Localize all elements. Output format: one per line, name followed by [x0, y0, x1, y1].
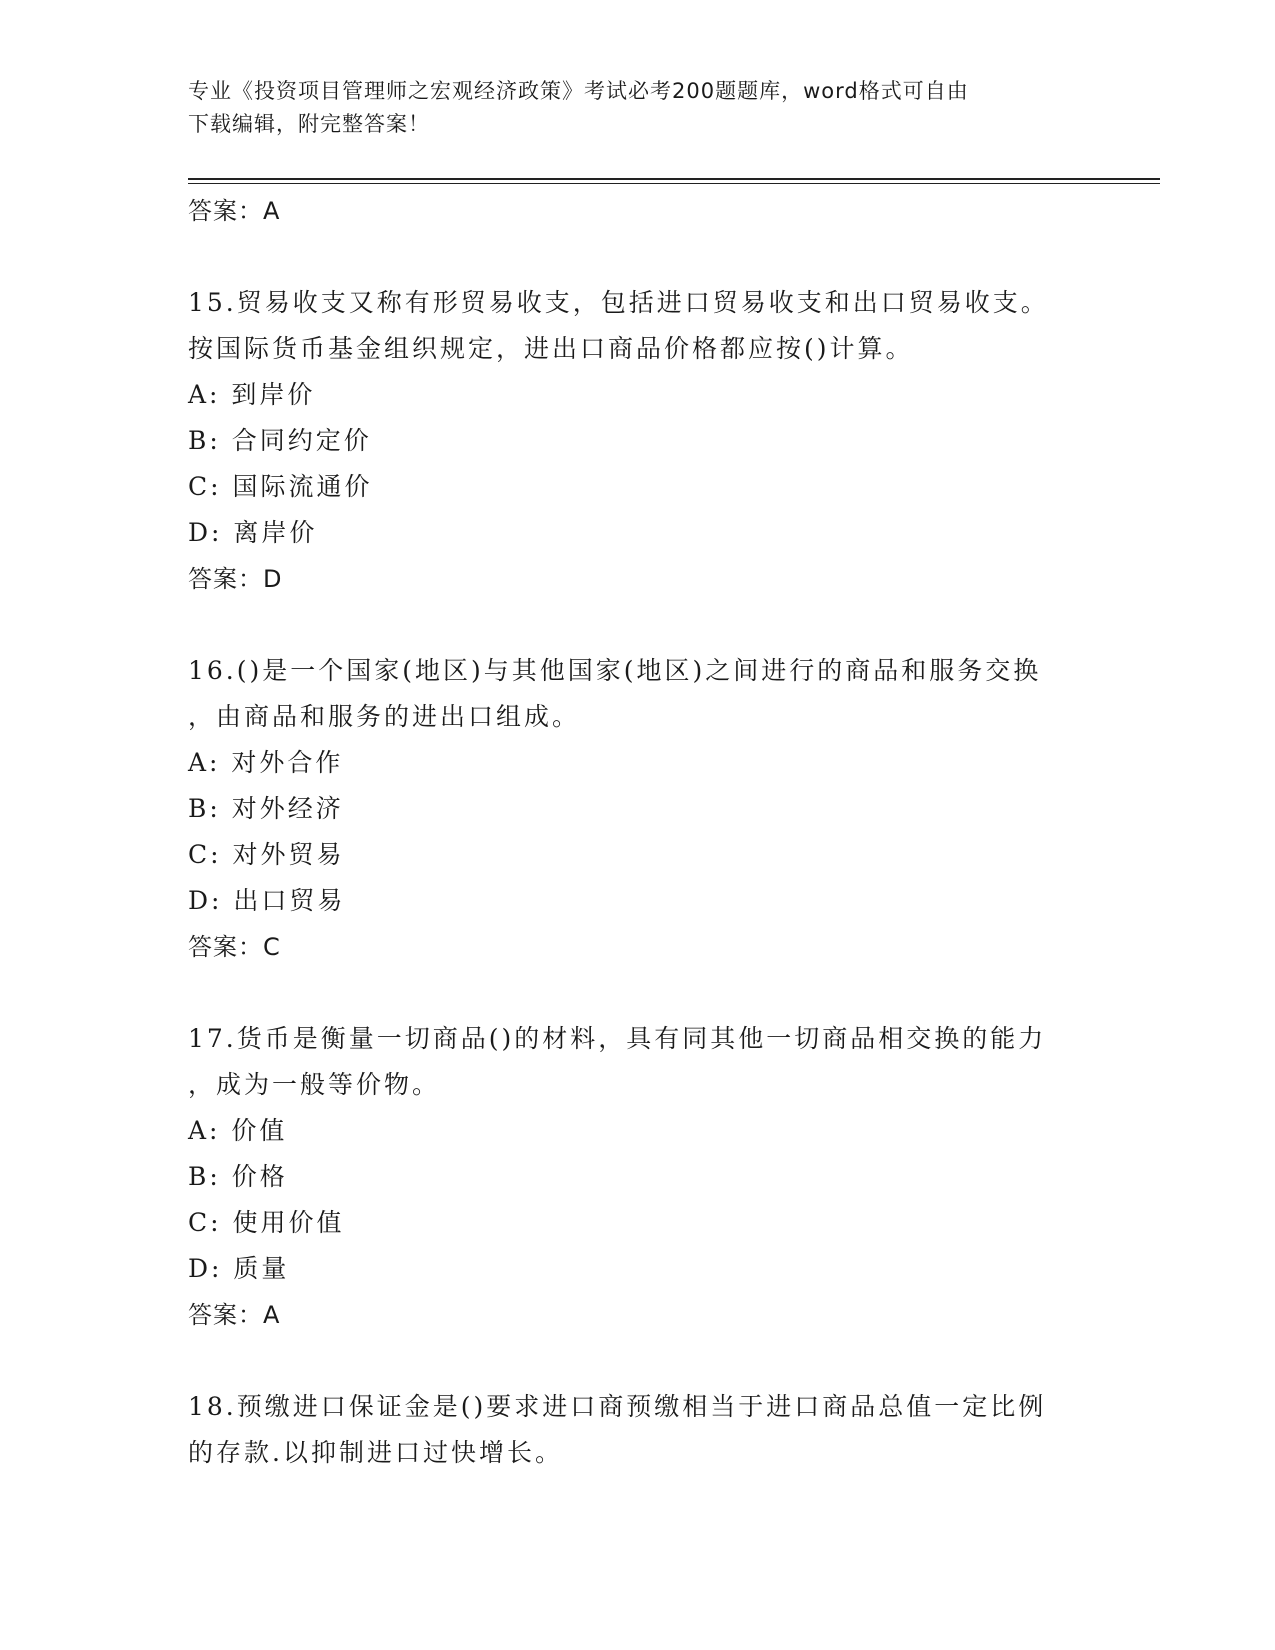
answer-15: 答案：D: [188, 565, 283, 593]
question-16-option-d: D: 出口贸易: [188, 886, 346, 915]
header-line-2: 下载编辑，附完整答案！: [188, 112, 430, 136]
question-18: [188, 1384, 1088, 1476]
question-16-line-1: 16.()是一个国家(地区)与其他国家(地区)之间进行的商品和服务交换: [188, 656, 1042, 685]
answer-14: 答案：A: [188, 197, 281, 225]
question-16-line-2: ，由商品和服务的进出口组成。: [188, 702, 581, 731]
question-15-option-d: D: 离岸价: [188, 518, 318, 547]
question-15-line-2: 按国际货币基金组织规定，进出口商品价格都应按()计算。: [188, 334, 914, 363]
answer-16: 答案：C: [188, 933, 281, 961]
question-15: [188, 280, 1088, 602]
header-divider-thin: [188, 183, 1160, 184]
question-15-option-c: C: 国际流通价: [188, 472, 373, 501]
question-17: [188, 1016, 1088, 1338]
answer-17: 答案：A: [188, 1301, 281, 1329]
question-16-option-b: B: 对外经济: [188, 794, 344, 823]
question-17-line-1: 17.货币是衡量一切商品()的材料，具有同其他一切商品相交换的能力: [188, 1024, 1047, 1053]
question-16-option-c: C: 对外贸易: [188, 840, 345, 869]
document-header: [188, 75, 1068, 141]
question-15-option-a: A: 到岸价: [188, 380, 316, 409]
question-16: [188, 648, 1088, 970]
question-18-line-2: 的存款.以抑制进口过快增长。: [188, 1438, 563, 1467]
question-list: [188, 188, 1088, 1476]
question-17-option-d: D: 质量: [188, 1254, 290, 1283]
question-15-line-1: 15.贸易收支又称有形贸易收支，包括进口贸易收支和出口贸易收支。: [188, 288, 1049, 317]
question-17-option-b: B: 价格: [188, 1162, 288, 1191]
question-18-line-1: 18.预缴进口保证金是()要求进口商预缴相当于进口商品总值一定比例: [188, 1392, 1047, 1421]
question-17-option-c: C: 使用价值: [188, 1208, 345, 1237]
question-17-line-2: ，成为一般等价物。: [188, 1070, 441, 1099]
question-17-option-a: A: 价值: [188, 1116, 288, 1145]
header-line-1: 专业《投资项目管理师之宏观经济政策》考试必考200题题库，word格式可自由: [188, 79, 969, 103]
header-divider-thick: [188, 178, 1160, 180]
question-16-option-a: A: 对外合作: [188, 748, 344, 777]
question-15-option-b: B: 合同约定价: [188, 426, 372, 455]
